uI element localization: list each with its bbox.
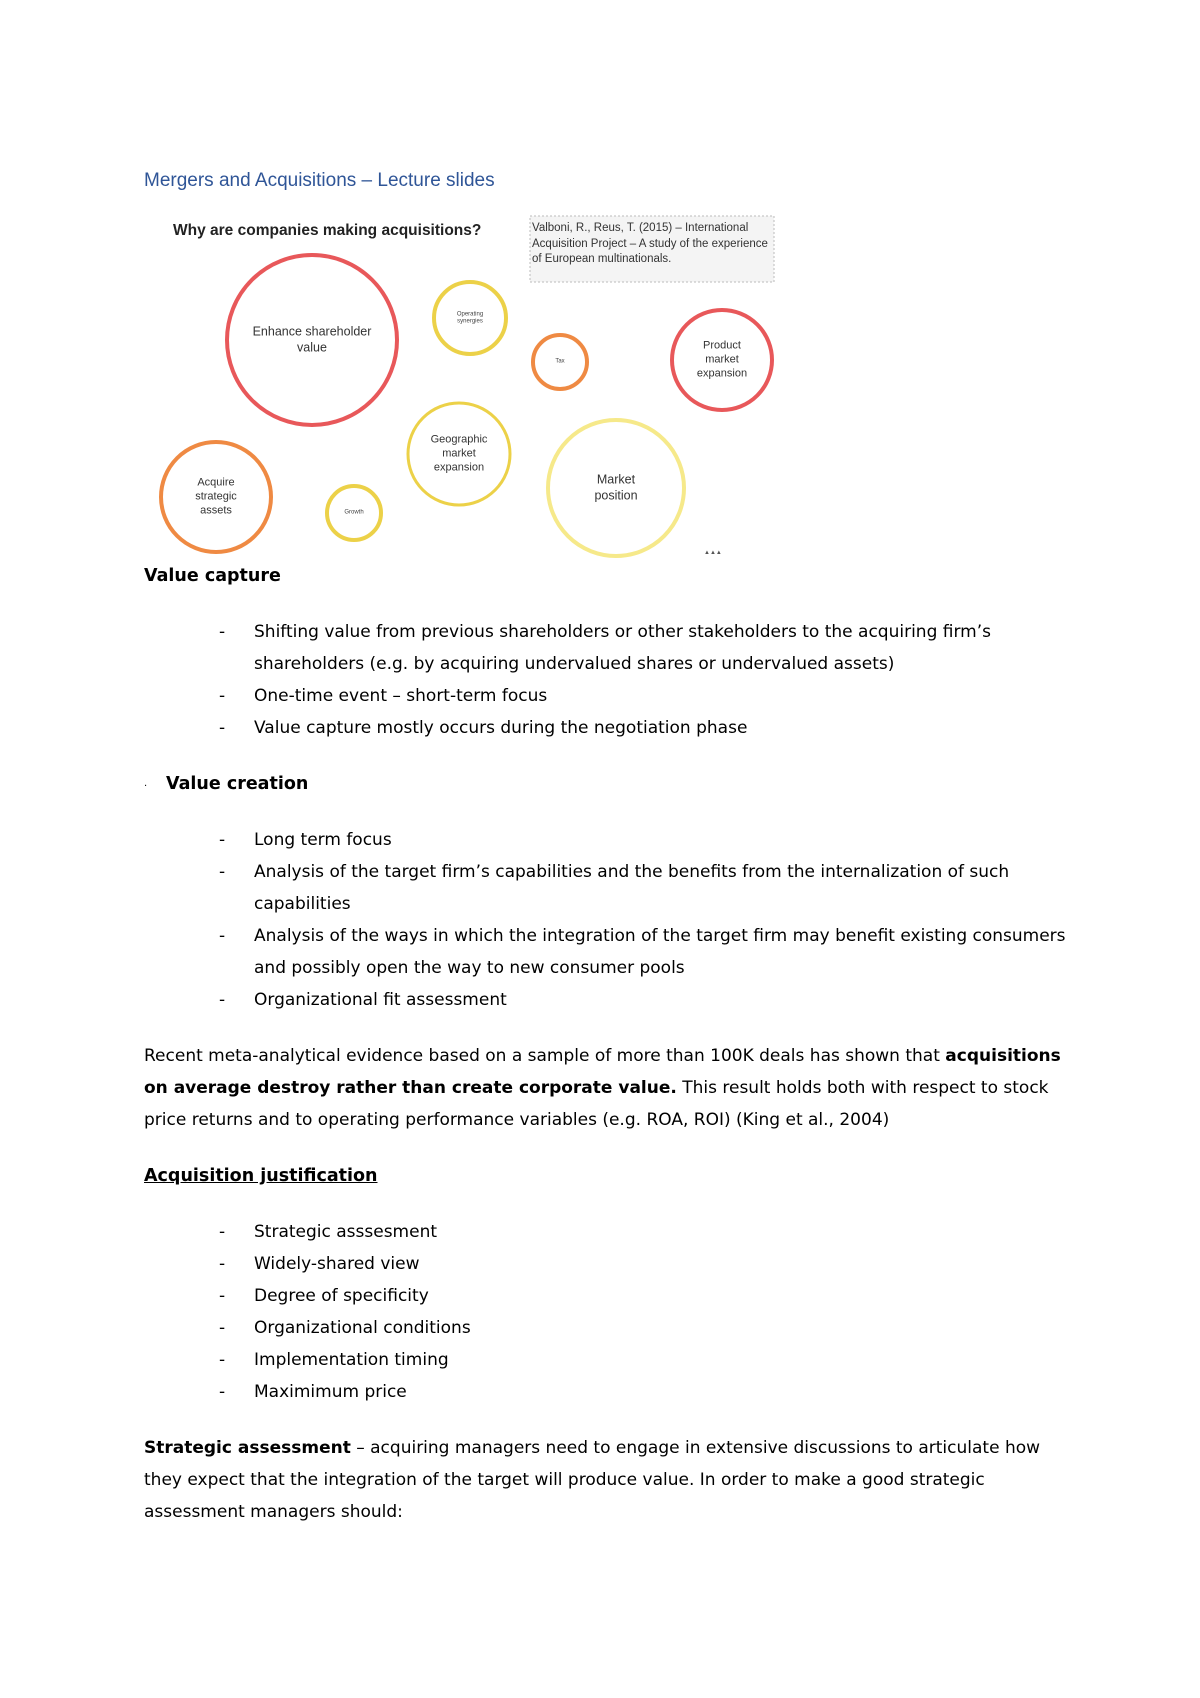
list-item: - Implementation timing (219, 1350, 449, 1370)
bubble-label-enhance: Enhance shareholder value (252, 324, 372, 354)
evidence-paragraph: Recent meta-analytical evidence based on a sample of more than 100K deals has shown that acquisitions on average destroy rather than create corporate value. This result holds both with respect to stock price returns and to operating performance variables (e.g. ROA, ROI) (King et al., 2004) (144, 1046, 1061, 1130)
bubble-label-operating-synergies: Operating synergies (456, 311, 484, 324)
list-item: - Organizational fit assessment (219, 990, 507, 1010)
value-creation-list (144, 824, 1074, 1016)
list-item: - Analysis of the target firm’s capabilities and the benefits from the internalization of such capabilities (219, 862, 1010, 914)
bubble-label-geographic: Geographic market expansion (430, 433, 488, 473)
list-item: - Widely-shared view (219, 1254, 420, 1274)
bubble-label-strategic-assets: Acquire strategic assets (195, 476, 237, 516)
list-item: - Degree of specificity (219, 1286, 429, 1306)
bubble-label-growth: Growth (344, 509, 364, 516)
list-item: - Organizational conditions (219, 1318, 471, 1338)
list-item: - Value capture mostly occurs during the negotiation phase (219, 718, 748, 738)
list-item: - Shifting value from previous shareholders or other stakeholders to the acquiring firm’s shareholders (e.g. by acquiring undervalued shares or undervalued assets) (219, 622, 991, 674)
bubble-label-product-market: Product market expansion (696, 339, 748, 379)
heading-value-creation: . Value creation (144, 774, 309, 794)
value-capture-list (144, 616, 1074, 744)
figure-citation: Valboni, R., Reus, T. (2015) – International Acquisition Project – A study of the experience of European multinationals. (532, 222, 768, 265)
strategic-assessment-paragraph: Strategic assessment – acquiring managers need to engage in extensive discussions to articulate how they expect that the integration of the target will produce value. In order to make a good strategic assessment managers should: (144, 1438, 1041, 1522)
justification-list (144, 1216, 1074, 1408)
heading-acquisition-justification: Acquisition justification (144, 1166, 378, 1186)
bubble-label-tax: Tax (555, 358, 565, 365)
list-item: - Strategic asssesment (219, 1222, 438, 1242)
list-item: - Analysis of the ways in which the integration of the target firm may benefit existing consumers and possibly open the way to new consumer pools (219, 926, 1066, 978)
list-item: - One-time event – short-term focus (219, 686, 548, 706)
document-title: Mergers and Acquisitions – Lecture slides (144, 170, 495, 191)
bubble-label-market-position: Market position (594, 472, 638, 502)
list-item: - Long term focus (219, 830, 392, 850)
list-item: - Maximimum price (219, 1382, 407, 1402)
figure-watermark-mark: ▲▲▲ (704, 550, 722, 556)
figure-title: Why are companies making acquisitions? (173, 222, 482, 239)
heading-value-capture: Value capture (144, 566, 281, 586)
slide-figure (156, 208, 796, 560)
document-body (144, 560, 1074, 1528)
